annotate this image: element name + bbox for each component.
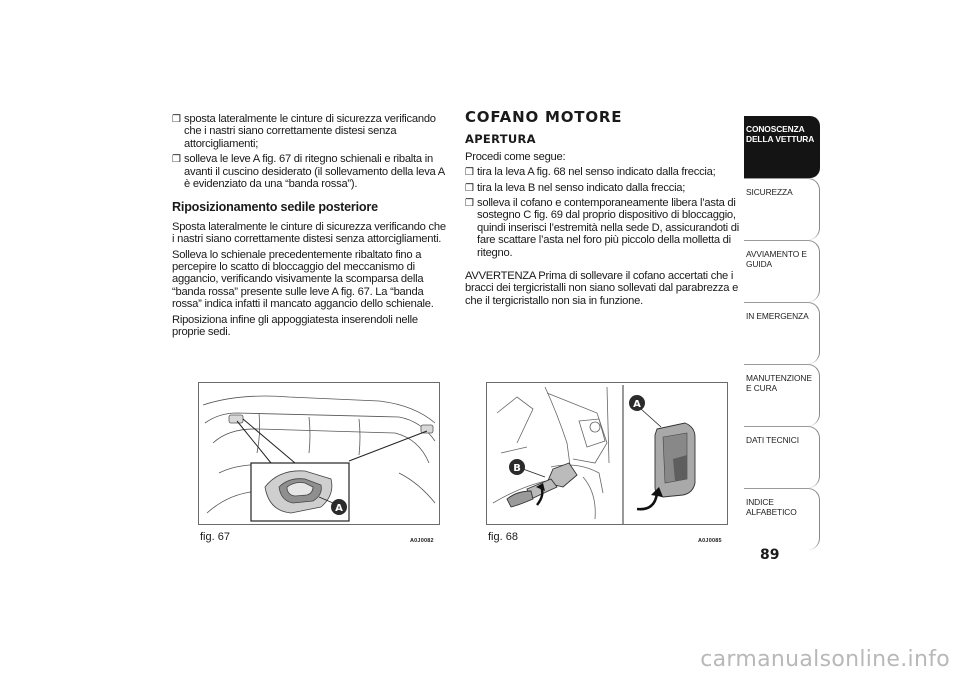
tab-indice-alfabetico[interactable]: INDICE ALFABETICO xyxy=(744,488,820,550)
intro-text: Procedi come segue: xyxy=(465,150,566,163)
bullet-text: solleva le leve A fig. 67 di ritegno schienali e ribalta in avanti il cuscino desiderato (il sollevamento della leva A è evidenziato da una “banda rossa”). xyxy=(184,153,445,191)
right-column xyxy=(465,108,741,310)
checkbox-bullet-icon xyxy=(465,182,474,195)
tab-conoscenza-della-vettura[interactable]: CONOSCENZA DELLA VETTURA xyxy=(744,116,820,178)
paragraph: Solleva lo schienale precedentemente ribaltato fino a percepire lo scatto di bloccaggio del meccanismo di aggancio, verificando visivamente la scomparsa della “banda rossa” presente sulle leve A fig. 67. La “banda rossa” indica infatti il mancato aggancio dello schienale. xyxy=(172,248,434,311)
left-column xyxy=(172,113,450,342)
figure-caption: fig. 68 xyxy=(488,531,518,543)
bullet-text: tira la leva A fig. 68 nel senso indicato dalla freccia; xyxy=(477,166,716,179)
subheading: Riposizionamento sedile posteriore xyxy=(172,200,378,215)
chapter-tabs xyxy=(744,116,820,550)
tab-manutenzione-e-cura[interactable]: MANUTENZIONE E CURA xyxy=(744,364,820,426)
list-item xyxy=(172,153,450,190)
checkbox-bullet-icon xyxy=(172,153,181,166)
warning-text: AVVERTENZA Prima di sollevare il cofano accertati che i bracci dei tergicristalli non siano sollevati dal parabrezza e che il tergicristallo non sia in funzione. xyxy=(465,270,739,307)
rear-seat-illustration xyxy=(199,383,439,524)
bullet-text: tira la leva B nel senso indicato dalla freccia; xyxy=(477,181,686,194)
figure-68 xyxy=(486,382,728,525)
paragraph: Sposta lateralmente le cinture di sicurezza verificando che i nastri siano correttamente distesi senza attorcigliamenti. xyxy=(172,220,446,246)
tab-in-emergenza[interactable]: IN EMERGENZA xyxy=(744,302,820,364)
page-number: 89 xyxy=(760,547,780,563)
callout-a-label: A xyxy=(633,399,641,410)
section-title: COFANO MOTORE xyxy=(465,108,623,126)
list-item xyxy=(172,113,450,150)
bullet-text: solleva il cofano e contemporaneamente libera l’asta di sostegno C fig. 69 dal proprio dispositivo di bloccaggio, quindi inserisci l’estremità nella sede D, assicurandoti di fare scattare l’asta nel foro più piccolo della molletta di ritegno. xyxy=(477,197,739,259)
callout-b-label: B xyxy=(513,463,521,474)
hood-lever-illustration xyxy=(487,383,727,524)
tab-avviamento-e-guida[interactable]: AVVIAMENTO E GUIDA xyxy=(744,240,820,302)
figure-67 xyxy=(198,382,440,525)
list-item xyxy=(465,166,741,178)
paragraph: Riposiziona infine gli appoggiatesta inserendoli nelle proprie sedi. xyxy=(172,313,418,339)
bullet-text: sposta lateralmente le cinture di sicurezza verificando che i nastri siano correttamente distesi senza attorcigliamenti; xyxy=(184,113,436,150)
checkbox-bullet-icon xyxy=(465,166,474,179)
section-heading: APERTURA xyxy=(465,132,536,147)
watermark: carmanualsonline.info xyxy=(700,647,950,672)
tab-sicurezza[interactable]: SICUREZZA xyxy=(744,178,820,240)
figure-code: A0J0085 xyxy=(698,538,722,544)
figure-code: A0J0082 xyxy=(410,538,434,544)
list-item xyxy=(465,182,741,194)
checkbox-bullet-icon xyxy=(465,197,474,210)
tab-dati-tecnici[interactable]: DATI TECNICI xyxy=(744,426,820,488)
figure-caption: fig. 67 xyxy=(200,531,230,543)
checkbox-bullet-icon xyxy=(172,113,181,126)
list-item xyxy=(465,197,741,259)
callout-a-label: A xyxy=(335,503,343,514)
